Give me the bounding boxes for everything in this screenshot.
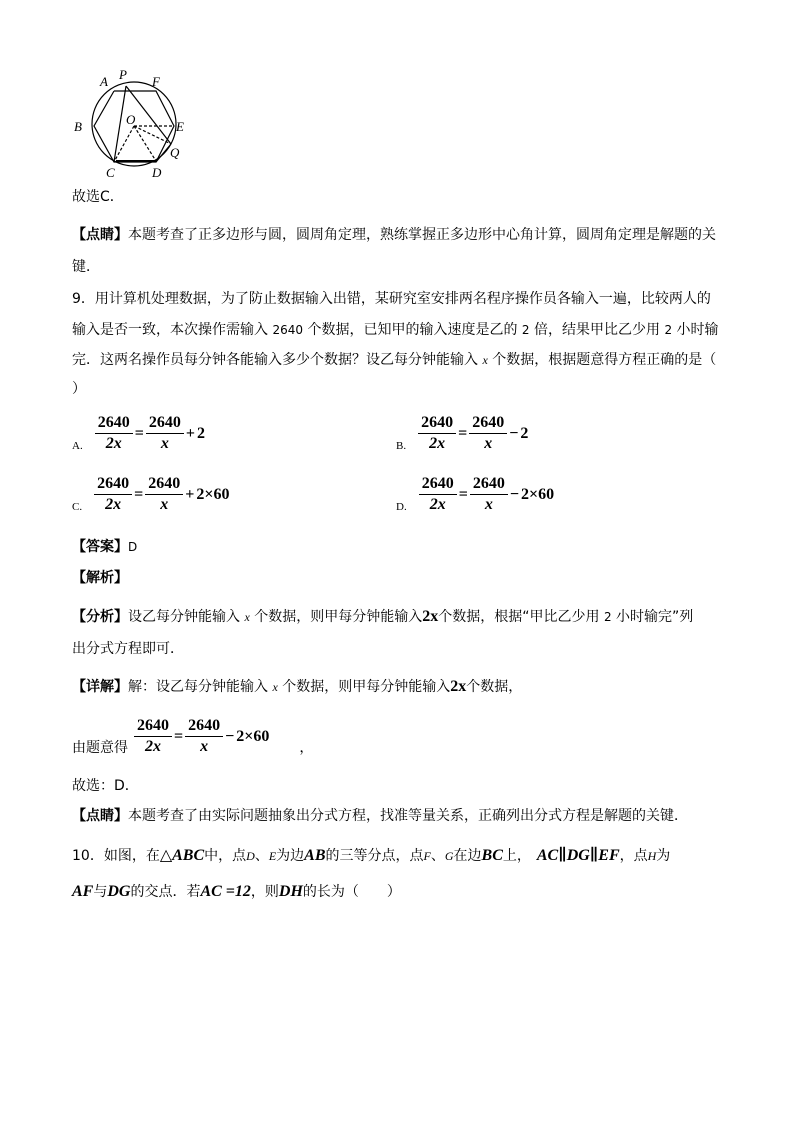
option-c[interactable]: C. $\frac{2640}{2x}$ = $\frac{2640}{x}$ + 2×60 (72, 475, 230, 513)
q9-jiexi: 【解析】 (72, 570, 128, 586)
q8-choice: 故选C． (72, 189, 124, 205)
option-a[interactable]: A. $\frac{2640}{2x}$ = $\frac{2640}{x}$ + 2 (72, 414, 205, 452)
svg-text:O: O (126, 112, 136, 127)
q9-fenxi-cont: 出分式方程即可． (72, 641, 184, 657)
q8-dianjing-cont: 键． (72, 259, 100, 275)
svg-text:A: A (100, 74, 108, 89)
svg-text:B: B (74, 119, 82, 134)
q9-equation-line: 由题意得 $\frac{2640}{2x}$ = $\frac{2640}{x}$ − 2×60 ， (72, 717, 314, 756)
svg-text:E: E (176, 119, 184, 134)
svg-text:Q: Q (170, 145, 180, 160)
q10-stem-2: AF与DG的交点．若AC =12，则DH的长为（ ） (72, 883, 401, 900)
q9-fenxi: 【分析】设乙每分钟能输入 x 个数据，则甲每分钟能输入2x个数据，根据“甲比乙少用 2 小时输完”列 (72, 608, 694, 625)
q8-dianjing: 【点睛】本题考查了正多边形与圆，圆周角定理，熟练掌握正多边形中心角计算，圆周角定理是解题的关 (72, 227, 716, 243)
svg-text:D: D (152, 165, 162, 179)
hexagon-circle-figure (72, 64, 192, 179)
svg-text:F: F (152, 74, 160, 89)
q9-stem-2: 输入是否一致，本次操作需输入 2640 个数据，已知甲的输入速度是乙的 2 倍，结果甲比乙少用 2 小时输 (72, 322, 719, 338)
q9-xiangjie: 【详解】解：设乙每分钟能输入 x 个数据，则甲每分钟能输入2x个数据， (72, 678, 523, 695)
q9-stem-3: 完．这两名操作员每分钟各能输入多少个数据？设乙每分钟能输入 x 个数据，根据题意得方程正确的是（ (72, 352, 717, 368)
q9-stem-1: 9．用计算机处理数据，为了防止数据输入出错，某研究室安排两名程序操作员各输入一遍，比较两人的 (72, 291, 711, 307)
svg-text:C: C (106, 165, 115, 179)
option-b[interactable]: B. $\frac{2640}{2x}$ = $\frac{2640}{x}$ − 2 (396, 414, 529, 452)
q9-answer: 【答案】D (72, 539, 138, 555)
svg-text:P: P (119, 67, 127, 82)
option-d[interactable]: D. $\frac{2640}{2x}$ = $\frac{2640}{x}$ − 2×60 (396, 475, 555, 513)
q10-stem-1: 10．如图，在△ABC中，点D、E为边AB的三等分点，点F、G在边BC上， AC∥DG∥EF，点H为 (72, 847, 671, 864)
q9-stem-4: ） (72, 381, 86, 397)
q9-dianjing: 【点睛】本题考查了由实际问题抽象出分式方程，找准等量关系，正确列出分式方程是解题的关键． (72, 808, 688, 824)
q9-choice: 故选：D． (72, 778, 139, 794)
